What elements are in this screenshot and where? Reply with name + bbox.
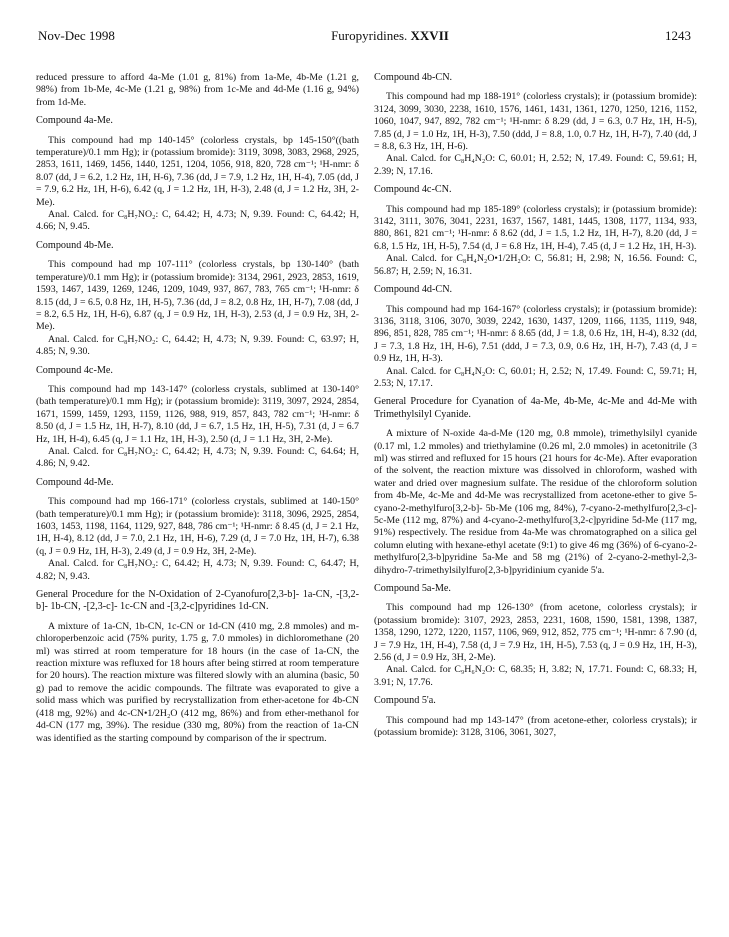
heading-4b-me: Compound 4b-Me. [36, 239, 114, 251]
anal-4a-me: Anal. Calcd. for C₈H₇NO₂: C, 64.42; H, 4.73; N, 9.39. Found: C, 64.42; H, 4.66; N, 9.45. [36, 209, 359, 233]
heading-4a-me: Compound 4a-Me. [36, 115, 113, 127]
page-number: 1243 [665, 28, 691, 43]
journal-title: Furopyridines. [331, 28, 408, 43]
heading-4c-cn: Compound 4c-CN. [374, 184, 452, 196]
anal-4b-cn: Anal. Calcd. for C₈H₄N₂O: C, 60.01; H, 2.52; N, 17.49. Found: C, 59.61; H, 2.39; N, 17.16. [374, 153, 697, 177]
body-4d-cn: This compound had mp 164-167° (colorless crystals); ir (potassium bromide): 3136, 3118, 3106, 3070, 3039, 2242, 1630, 1437, 1209, 1166, 1135, 1119, 948, 896, 851, 828, 785 cm⁻¹; ¹H-nmr: δ 8.65 (dd, J = 1.8, 0.6 Hz, 1H, H-4), 8.32 (dd, J = 7.3, 1.8 Hz, 1H, H-6), 7.51 (ddd, J = 7.3, 0.9, 0.6 Hz, 1H, H-7), 7.43 (d, J = 0.9 Hz, 1H, H-3). [374, 303, 697, 365]
heading-general-procedure-oxidation: General Procedure for the N-Oxidation of 2-Cyanofuro[2,3-b]- 1a-CN, -[3,2-b]- 1b-CN, -[2,3-c]- 1c-CN and -[3,2-c]pyridines 1d-CN. [36, 589, 359, 613]
body-4b-me: This compound had mp 107-111° (colorless crystals, bp 130-140° (bath temperature)/0.1 mm Hg); ir (potassium bromide): 3134, 2961, 2923, 2853, 1619, 1593, 1467, 1439, 1269, 1246, 1209, 1049, 937, 867, 783, 765 cm⁻¹; ¹H-nmr: δ 8.15 (dd, J = 6.5, 0.8 Hz, 1H, H-5), 7.36 (dd, J = 8.2, 0.8 Hz, 1H, H-7), 7.08 (dd, J = 8.2, 6.5 Hz, 1H, H-6), 6.87 (q, J = 0.9 Hz, 1H, H-3), 2.53 (d, J = 0.9 Hz, 3H, 2-Me). [36, 259, 359, 333]
anal-4d-me: Anal. Calcd. for C₈H₇NO₂: C, 64.42; H, 4.73; N, 9.39. Found: C, 64.47; H, 4.82; N, 9.43. [36, 558, 359, 582]
body-4c-me: This compound had mp 143-147° (colorless crystals, sublimed at 130-140° (bath temperature)/0.1 mm Hg); ir (potassium bromide): 3119, 3097, 2924, 2854, 1671, 1599, 1459, 1293, 1159, 1126, 988, 919, 857, 843, 782 cm⁻¹; ¹H-nmr: δ 8.50 (d, J = 1.5 Hz, 1H, H-7), 8.10 (dd, J = 6.7, 1.5 Hz, 1H, H-5), 7.31 (d, J = 6.7 Hz, 1H, H-4), 6.45 (q, J = 1.1 Hz, 1H, H-3), 2.50 (d, J = 1.1 Hz, 3H, 2-Me). [36, 383, 359, 445]
issue-date: Nov-Dec 1998 [38, 28, 115, 43]
intro-paragraph: reduced pressure to afford 4a-Me (1.01 g, 81%) from 1a-Me, 4b-Me (1.21 g, 98%) from 1b-Me, 4c-Me (1.21 g, 98%) from 1c-Me and 4d-Me (1.16 g, 94%) from 1d-Me. [36, 72, 359, 108]
body-5prime-a: This compound had mp 143-147° (from acetone-ether, colorless crystals); ir (potassium bromide): 3128, 3106, 3061, 3027, [374, 714, 697, 739]
heading-5prime-a: Compound 5'a. [374, 695, 436, 707]
heading-4c-me: Compound 4c-Me. [36, 364, 113, 376]
body-4b-cn: This compound had mp 188-191° (colorless crystals); ir (potassium bromide): 3124, 3099, 3030, 2238, 1610, 1576, 1461, 1431, 1361, 1270, 1250, 1216, 1152, 1060, 1047, 947, 892, 782 cm⁻¹; ¹H-nmr: δ 8.29 (dd, J = 6.3, 0.7 Hz, 1H, H-5), 7.85 (d, J = 1.0 Hz, 1H, H-3), 7.50 (ddd, J = 8.8, 1.0, 0.7 Hz, 1H, H-7), 7.40 (dd, J = 8.8, 6.3 Hz, 1H, H-6). [374, 91, 697, 153]
running-title [331, 28, 449, 44]
body-general-procedure-oxidation: A mixture of 1a-CN, 1b-CN, 1c-CN or 1d-CN (410 mg, 2.8 mmoles) and m-chloroperbenzoic acid (75% purity, 1.75 g, 7.0 mmoles) in dichloromethane (20 ml) was stirred at room temperature for 18 hours (in the case of 1a-CN, the reaction mixture was refluxed for 18 hours after being stirred at room temperature for 20 hours). The reaction mixture was filtered slowly with an alumina (basic, 50 g) pad to remove the acidic compounds. The filtrate was evaporated to give a solid mass which was purified by recrystallization from ether-acetone for 4b-CN (418 mg, 92%) and 4c-CN•1/2H₂O (412 mg, 86%) and from ether-methanol for 4d-CN (177 mg, 39%). The residue (330 mg, 80%) from the reaction of 1a-CN was identified as the starting compound by comparison of the ir spectrum. [36, 620, 359, 744]
body-5a-me: This compound had mp 126-130° (from acetone, colorless crystals); ir (potassium bromide): 3107, 2923, 2853, 2231, 1608, 1590, 1581, 1398, 1387, 1358, 1290, 1272, 1220, 1157, 1106, 969, 912, 852, 775 cm⁻¹; ¹H-nmr: δ 7.90 (d, J = 7.9 Hz, 1H, H-4), 7.58 (d, J = 7.9 Hz, 1H, H-5), 7.53 (q, J = 0.9 Hz, 1H, H-3), 2.56 (d, J = 0.9 Hz, 3H, 2-Me). [374, 602, 697, 664]
part-number: XXVII [410, 28, 449, 43]
anal-4b-me: Anal. Calcd. for C₈H₇NO₂: C, 64.42; H, 4.73; N, 9.39. Found: C, 63.97; H, 4.85; N, 9.30. [36, 333, 359, 358]
anal-4d-cn: Anal. Calcd. for C₈H₄N₂O: C, 60.01; H, 2.52; N, 17.49. Found: C, 59.71; H, 2.53; N, 17.17. [374, 365, 697, 389]
right-column [374, 72, 697, 740]
body-general-procedure-cyanation: A mixture of N-oxide 4a-d-Me (120 mg, 0.8 mmole), trimethylsilyl cyanide (0.17 ml, 1.2 mmoles) and triethylamine (0.26 ml, 2.0 mmoles) in acetonitrile (3 ml) was stirred and refluxed for 15 hours (21 hours for 4c-Me). After evaporation of the solvent, the reaction mixture was dissolved in chloroform, washed with water and dried over magnesium sulfate. The residue of the chloroform solution from 4b-Me, 4c-Me and 4d-Me was recrystallized from acetone-ether to give 5-cyano-2-methylfuro[3,2-b]- 5b-Me (106 mg, 84%), 7-cyano-2-methylfuro[2,3-c]- 5c-Me (112 mg, 87%) and 4-cyano-2-methylfuro[3,2-c]pyridine 5d-Me (117 mg, 91%) respectively. The residue from 4a-Me was chromatographed on a silica gel column eluting with hexane-ethyl acetate (9:1) to give 46 mg (36%) of 6-cyano-2-methylfuro[2,3-b]pyridine 5a-Me and 58 mg (21%) of 2-cyano-2-methyl-2,3-dihydro-7-trimethylsilylfuro[2,3-b]pyridinium cyanide 5'a. [374, 428, 697, 576]
heading-4d-cn: Compound 4d-CN. [374, 284, 453, 296]
anal-4c-cn: Anal. Calcd. for C₈H₄N₂O•1/2H₂O: C, 56.81; H, 2.98; N, 16.56. Found: C, 56.87; H, 2.59; N, 16.31. [374, 253, 697, 277]
heading-5a-me: Compound 5a-Me. [374, 583, 451, 595]
left-column [36, 72, 359, 745]
heading-general-procedure-cyanation: General Procedure for Cyanation of 4a-Me, 4b-Me, 4c-Me and 4d-Me with Trimethylsilyl Cyanide. [374, 396, 697, 420]
anal-4c-me: Anal. Calcd. for C₈H₇NO₂: C, 64.42; H, 4.73; N, 9.39. Found: C, 64.64; H, 4.86; N, 9.42. [36, 445, 359, 470]
body-4c-cn: This compound had mp 185-189° (colorless crystals); ir (potassium bromide): 3142, 3111, 3076, 3041, 2231, 1637, 1567, 1481, 1445, 1308, 1177, 1134, 933, 880, 861, 821 cm⁻¹; ¹H-nmr: δ 8.62 (dd, J = 1.5, 1.2 Hz, 1H, H-7), 8.20 (dd, J = 6.8, 1.5 Hz, 1H, H-5), 7.54 (d, J = 6.8 Hz, 1H, H-4), 7.45 (d, J = 1.2 Hz, 1H, H-3). [374, 203, 697, 252]
heading-4d-me: Compound 4d-Me. [36, 476, 114, 488]
anal-5a-me: Anal. Calcd. for C₉H₆N₂O: C, 68.35; H, 3.82; N, 17.71. Found: C, 68.33; H, 3.91; N, 17.76. [374, 664, 697, 688]
body-4a-me: This compound had mp 140-145° (colorless crystals, bp 145-150°((bath temperature)/0.1 mm Hg); ir (potassium bromide): 3119, 3098, 3083, 2968, 2925, 2853, 1611, 1469, 1456, 1440, 1251, 1204, 1056, 918, 820, 728 cm⁻¹; ¹H-nmr: δ 8.07 (dd, J = 6.2, 1.2 Hz, 1H, H-6), 7.36 (dd, J = 7.9, 1.2 Hz, 1H, H-4), 7.05 (dd, J = 7.9, 6.2 Hz, 1H, H-6), 6.42 (q, J = 1.2 Hz, 1H, H-3), 2.48 (d, J = 1.2 Hz, 3H, 2-Me). [36, 134, 359, 208]
body-4d-me: This compound had mp 166-171° (colorless crystals, sublimed at 140-150° (bath temperature)/0.1 mm Hg); ir (potassium bromide): 3118, 3096, 2925, 2854, 1603, 1453, 1198, 1164, 1129, 927, 848, 786 cm⁻¹; ¹H-nmr: δ 8.45 (d, J = 2.1 Hz, 1H, H-4), 8.12 (dd, J = 7.0, 2.1 Hz, 1H, H-6), 7.29 (d, J = 7.0 Hz, 1H, H-7), 6.38 (q, J = 0.9 Hz, 1H, H-3), 2.49 (d, J = 0.9 Hz, 3H, 2-Me). [36, 496, 359, 557]
page-header [38, 28, 691, 44]
heading-4b-cn: Compound 4b-CN. [374, 72, 453, 83]
